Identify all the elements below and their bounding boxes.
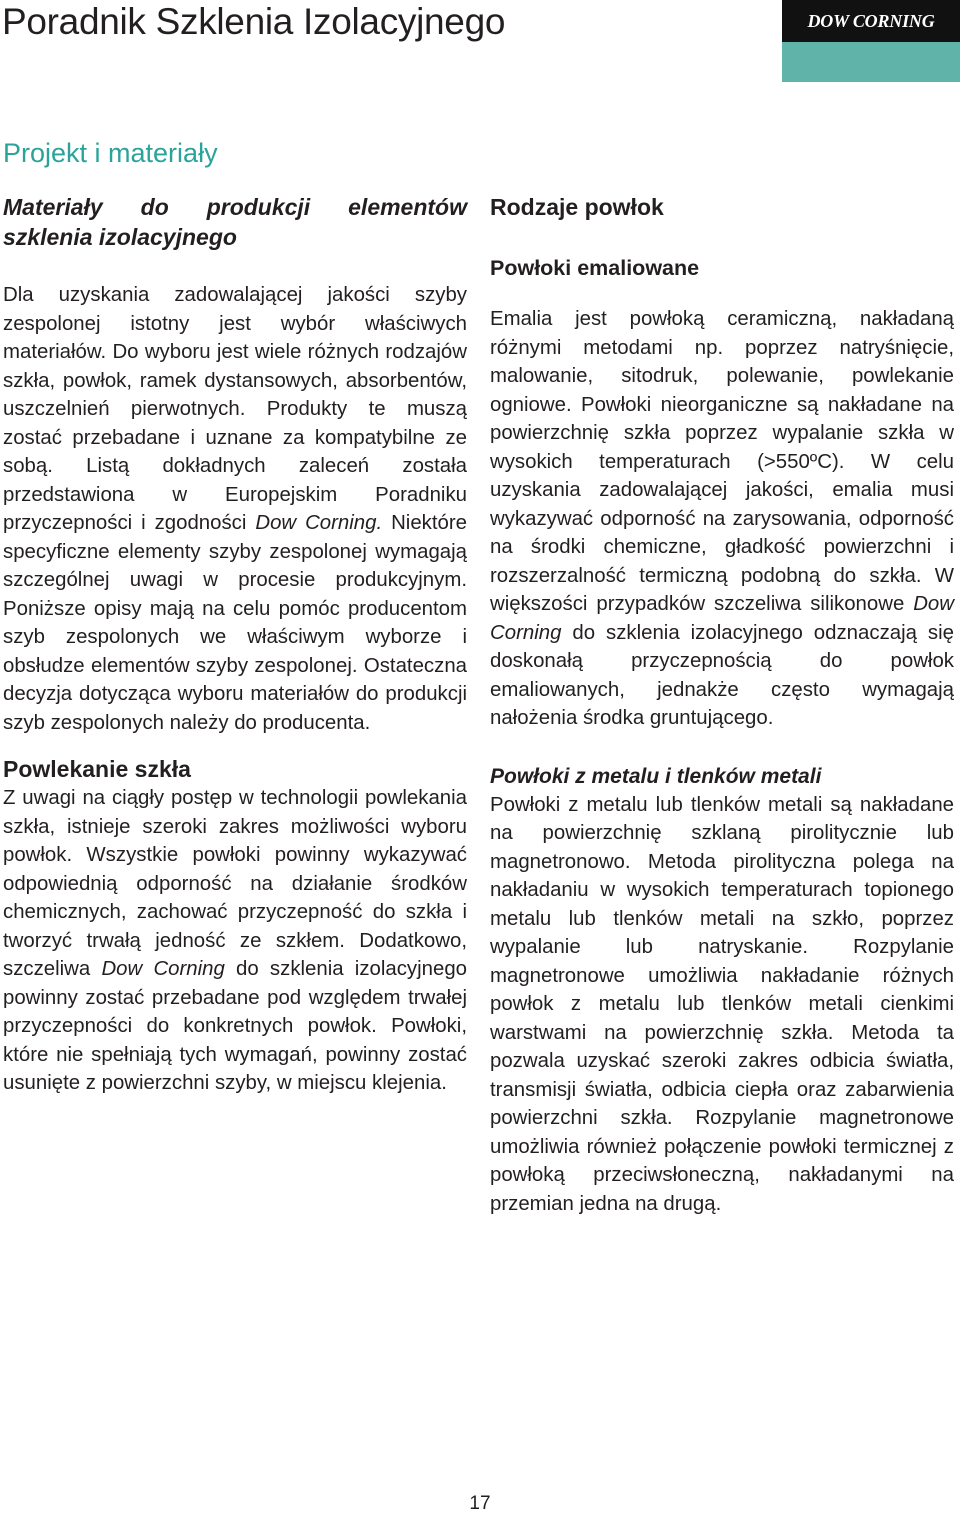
heading-metal-coatings: Powłoki z metalu i tlenków metali (490, 764, 822, 788)
section-title: Projekt i materiały (3, 138, 218, 168)
paragraph-enamel-part-1: Emalia jest powłoką ceramiczną, nakładaną różnymi metodami np. poprzez natryśnięcie, malowanie, sitodruk, polewanie, powlekanie ogniowe. Powłoki nieorganiczne są nakładane na powierzchnię szkła poprzez wypalanie szkła w wysokich temperaturach (>550ºC). W celu uzyskania zadowalającej jakości, emalia musi wykazywać odporność na zarysowania, odporność na środki chemiczne, gładkość powierzchni i rozszerzalność termiczną podobną do szkła. W większości przypadków szczeliwa silikonowe (490, 308, 954, 615)
logo-wordmark: DOW CORNING (782, 0, 960, 42)
paragraph-materials-part-2: Niektóre specyficzne elementy szyby zespolonej wymagają szczególnej uwagi w procesie produkcyjnym. Poniższe opisy mają na celu pomóc producentom szyb zespolonych we właściwym wyborze i obsłudze elementów szyby zespolonej. Ostateczna decyzja dotycząca wyboru materiałów do produkcji szyb zespolonych należy do producenta. (3, 512, 467, 734)
brand-dow-corning: Dow Corning. (255, 512, 383, 534)
paragraph-materials (3, 281, 467, 737)
paragraph-materials-part-1: Dla uzyskania zadowalającej jakości szyby zespolonej istotny jest wybór właściwych materiałów. Do wyboru jest wiele różnych rodzajów szkła, powłok, ramek dystansowych, absorbentów, uszczelnień pierwotnych. Produkty te muszą zostać przebadane i uznane za kompatybilne ze sobą. Listą dokładnych zaleceń została przedstawiona w Europejskim Poradniku przyczepności i zgodności (3, 284, 467, 534)
heading-coating-types: Rodzaje powłok (490, 194, 664, 220)
logo-teal-bar (782, 42, 960, 82)
brand-dow-corning: Dow Corning (490, 593, 954, 644)
heading-materials: Materiały do produkcji elementów szklenia izolacyjnego (3, 194, 467, 250)
paragraph-coating (3, 784, 467, 1098)
dow-corning-logo (782, 0, 960, 82)
brand-dow-corning: Dow Corning (101, 958, 225, 980)
paragraph-metal: Powłoki z metalu lub tlenków metali są nakładane na powierzchnię szklaną pirolitycznie lub magnetronowo. Metoda pirolityczna polega na nakładaniu w wysokich temperaturach topionego metalu lub tlenków metali na szkło, poprzez wypalanie lub natryskanie. Rozpylanie magnetronowe umożliwia nakładanie różnych powłok z metalu lub tlenków metali cienkimi warstwami na powierzchnię szkła. Metoda ta pozwala uzyskać szeroki zakres odbicia światła, transmisji światła, odbicia ciepła oraz zabarwienia powierzchni szkła. Rozpylanie magnetronowe umożliwia również połączenie powłoki termicznej z powłoką przeciwsłoneczną, nakładanymi na przemian jedna na drugą. (490, 793, 954, 1215)
paragraph-coating-part-2: do szklenia izolacyjnego powinny zostać przebadane pod względem trwałej przyczepności do konkretnych powłok. Powłoki, które nie spełniają tych wymagań, powinny zostać usunięte z powierzchni szyby, w miejscu klejenia. (3, 958, 468, 1094)
paragraph-coating-part-1: Z uwagi na ciągły postęp w technologii powlekania szkła, istnieje szeroki zakres możliwości wyboru powłok. Wszystkie powłoki powinny wykazywać odpowiednią odporność na działanie środków chemicznych, zachować przyczepność do szkła i tworzyć trwałą jedność ze szkłem. Dodatkowo, szczeliwa (3, 787, 467, 980)
paragraph-enamel (490, 305, 954, 733)
paragraph-enamel-part-2: do szklenia izolacyjnego odznaczają się doskonałą przyczepnością do powłok emaliowanych, jednakże często wymagają nałożenia środka gruntującego. (490, 621, 954, 729)
heading-coating: Powlekanie szkła (3, 756, 191, 782)
left-column (3, 192, 467, 1098)
heading-enamel-coatings: Powłoki emaliowane (490, 256, 700, 280)
page-number: 17 (469, 1493, 491, 1514)
page-title: Poradnik Szklenia Izolacyjnego (2, 1, 506, 42)
right-column (490, 192, 954, 1218)
